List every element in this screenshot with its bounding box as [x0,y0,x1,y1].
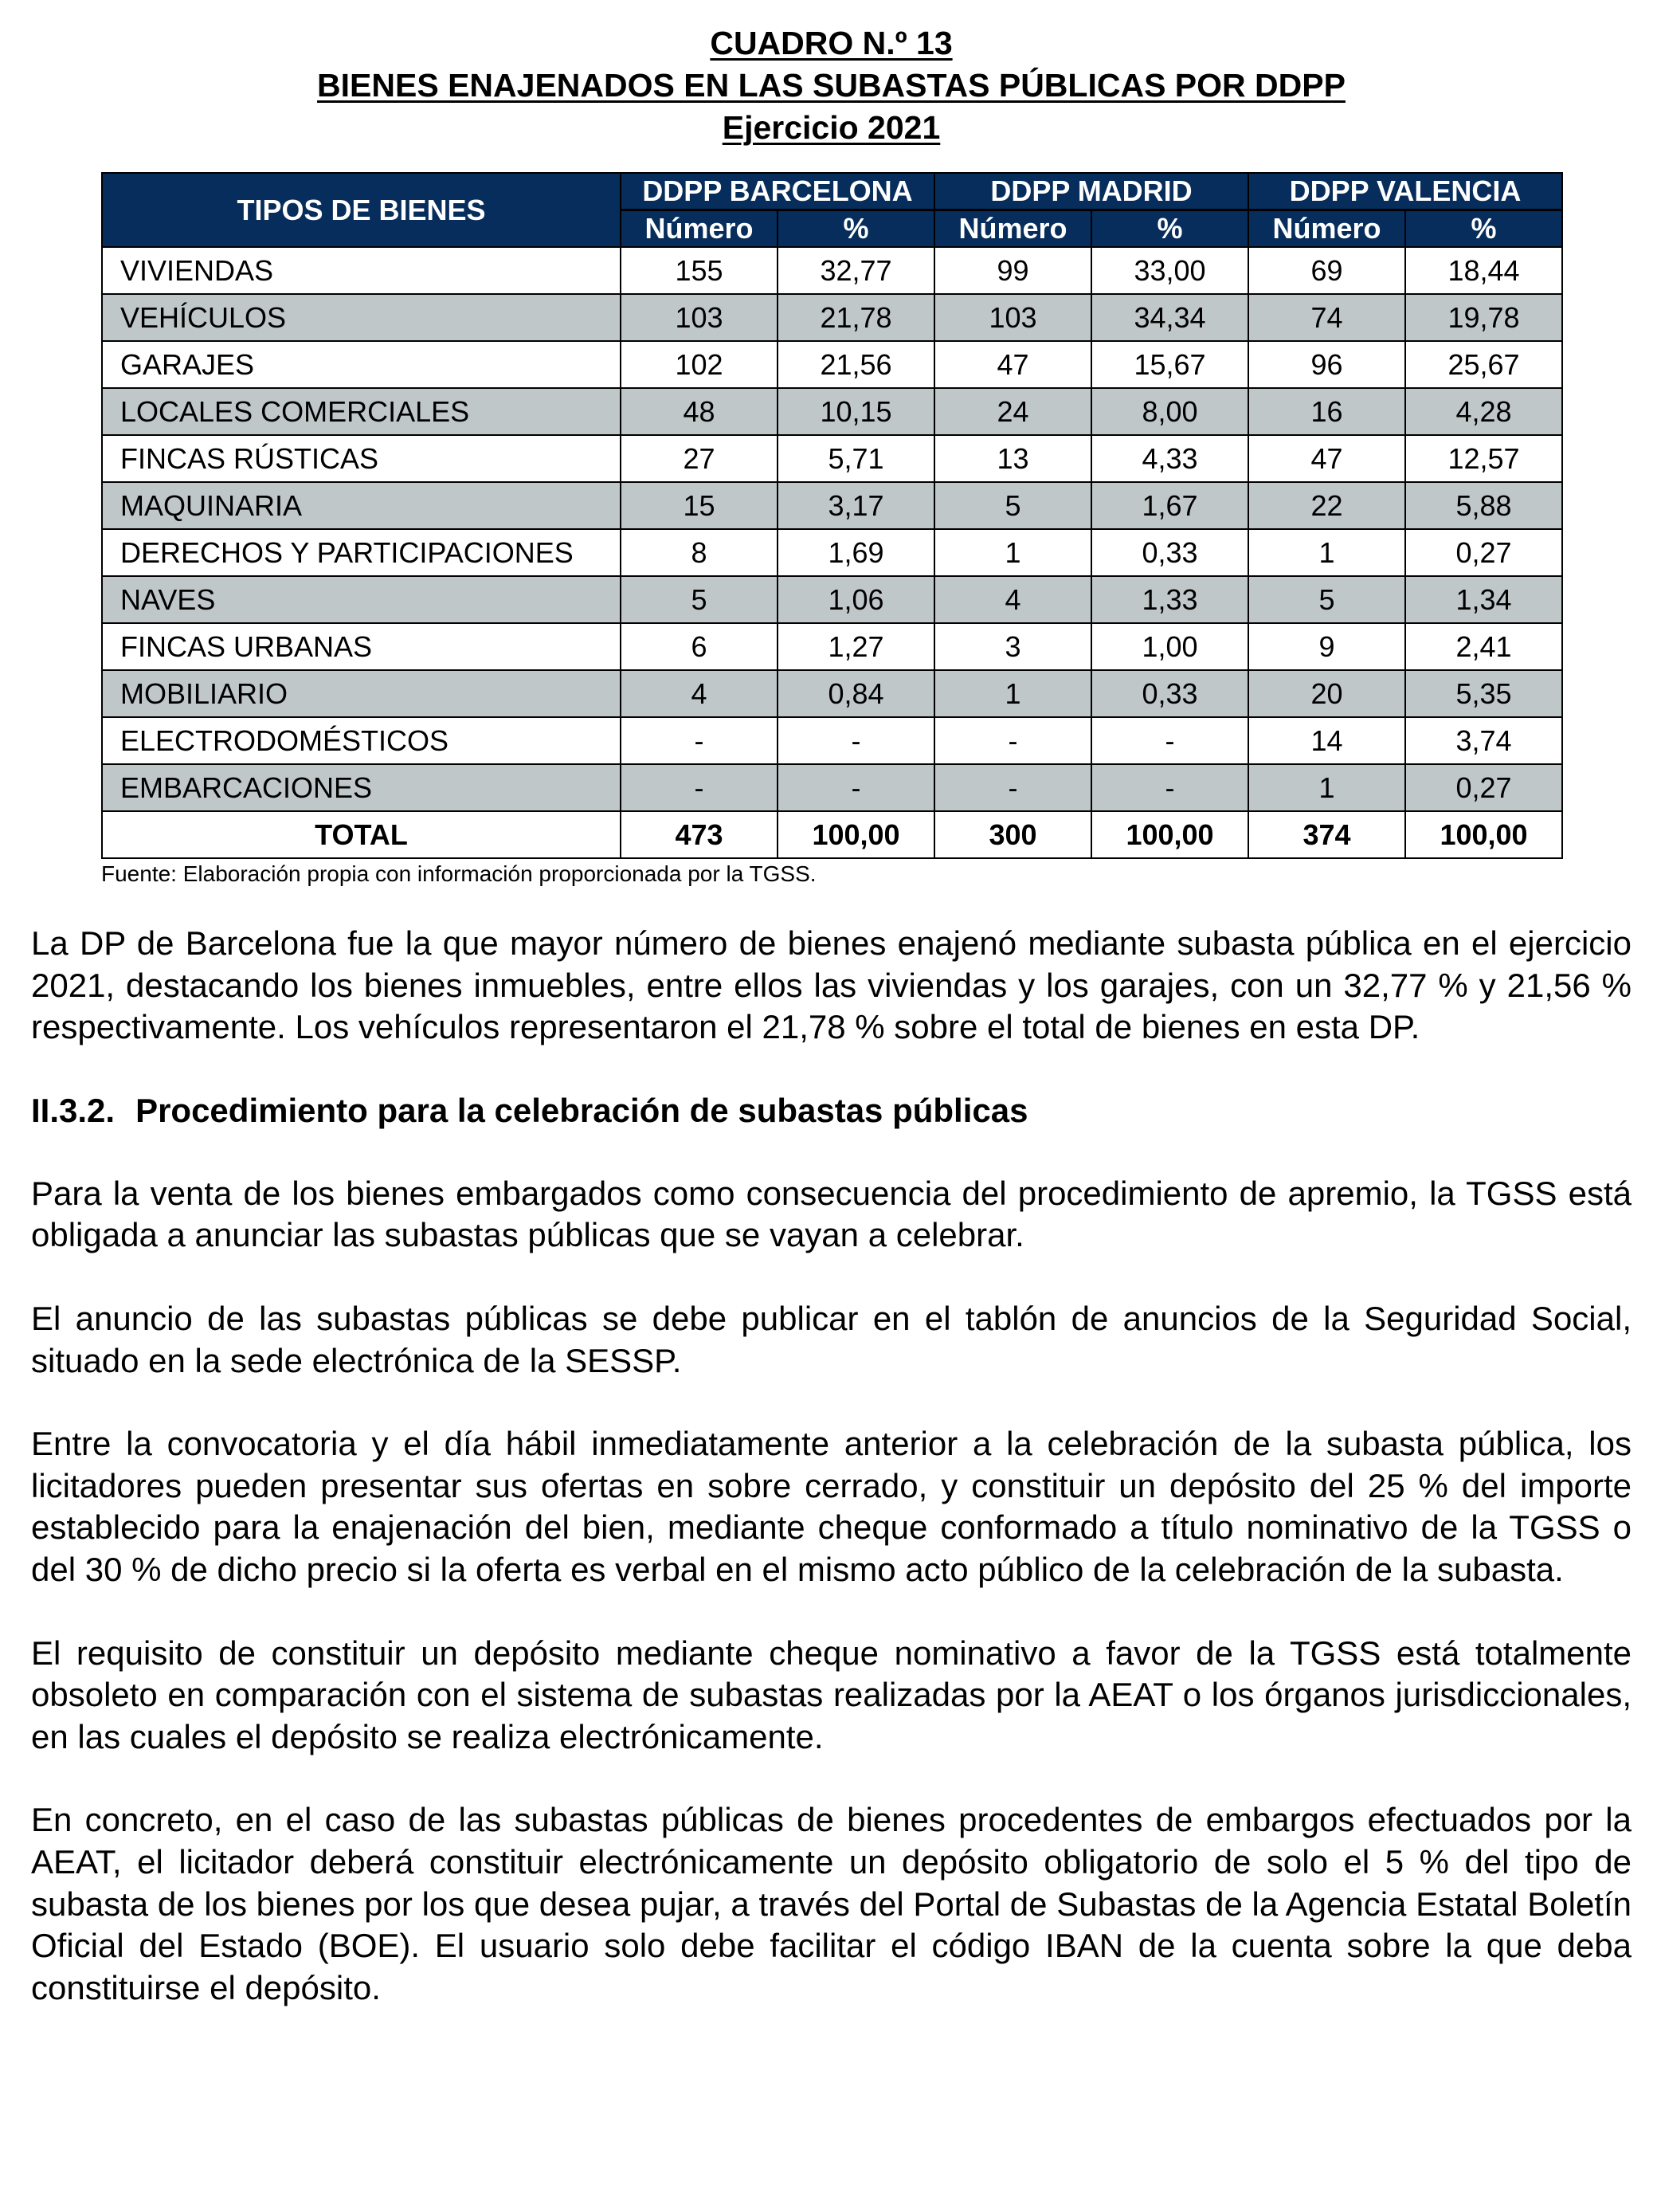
cell-value: - [621,717,778,764]
row-label: GARAJES [102,341,621,388]
cell-value: 1 [934,529,1091,576]
cell-value: 34,34 [1091,294,1248,341]
cell-value: 18,44 [1405,247,1562,294]
cell-value: 69 [1248,247,1405,294]
paragraph: La DP de Barcelona fue la que mayor número de bienes enajenó mediante subasta pública en el ejercicio 2021, destacando los bienes inmuebles, entre ellos las viviendas y los garajes, con un 32,77 % y 21,56 % respectivamente. Los vehículos representaron el 21,78 % sobre el total de bienes en esta DP. [31,924,1632,1046]
cell-value: 14 [1248,717,1405,764]
header-sub: % [778,210,934,248]
cell-value: 13 [934,435,1091,482]
cell-value: 21,56 [778,341,934,388]
cell-value: 1,67 [1091,482,1248,529]
table-title [31,22,1632,149]
section-title: Procedimiento para la celebración de subastas públicas [135,1091,1028,1129]
cell-value: 0,27 [1405,764,1562,811]
table-row [102,623,1562,670]
cell-value: 5,35 [1405,670,1562,717]
cell-value: 4 [621,670,778,717]
row-label: ELECTRODOMÉSTICOS [102,717,621,764]
row-label: VIVIENDAS [102,247,621,294]
document-page [31,0,1632,2009]
cell-value: 0,27 [1405,529,1562,576]
section-heading [31,1090,1632,1131]
cell-value: 47 [934,341,1091,388]
cell-value: 4,33 [1091,435,1248,482]
header-sub: Número [621,210,778,248]
table-row [102,247,1562,294]
row-label: FINCAS RÚSTICAS [102,435,621,482]
cell-value: 74 [1248,294,1405,341]
row-label: DERECHOS Y PARTICIPACIONES [102,529,621,576]
cell-value: 15,67 [1091,341,1248,388]
table-row [102,529,1562,576]
cell-value: 9 [1248,623,1405,670]
row-label: NAVES [102,576,621,623]
cell-value: 3,17 [778,482,934,529]
cell-value: 3 [934,623,1091,670]
title-line-2: BIENES ENAJENADOS EN LAS SUBASTAS PÚBLICAS POR DDPP [317,67,1346,104]
cell-value: 25,67 [1405,341,1562,388]
cell-value: 2,41 [1405,623,1562,670]
table-row [102,670,1562,717]
cell-value: 1,06 [778,576,934,623]
title-line-3: Ejercicio 2021 [722,109,941,146]
cell-value: 0,33 [1091,529,1248,576]
cell-value: 1,27 [778,623,934,670]
cell-value: 22 [1248,482,1405,529]
cell-value: 6 [621,623,778,670]
cell-value: 99 [934,247,1091,294]
cell-value: - [621,764,778,811]
cell-value: 1,00 [1091,623,1248,670]
cell-value: 1 [1248,529,1405,576]
paragraph: El requisito de constituir un depósito mediante cheque nominativo a favor de la TGSS está totalmente obsoleto en comparación con el sistema de subastas realizadas por la AEAT o los órganos jurisdiccionales, en las cuales el depósito se realiza electrónicamente. [31,1634,1632,1755]
cell-value: 5 [1248,576,1405,623]
table-row [102,294,1562,341]
cell-value: 1 [1248,764,1405,811]
table-row [102,341,1562,388]
table-row [102,388,1562,435]
cell-value: 8 [621,529,778,576]
header-sub: Número [934,210,1091,248]
cell-value: 19,78 [1405,294,1562,341]
paragraph: En concreto, en el caso de las subastas públicas de bienes procedentes de embargos efectuados por la AEAT, el licitador deberá constituir electrónicamente un depósito obligatorio de solo el 5 % del tipo de subasta de los bienes por los que desea pujar, a través del Portal de Subastas de la Agencia Estatal Boletín Oficial del Estado (BOE). El usuario solo debe facilitar el código IBAN de la cuenta sobre la que deba constituirse el depósito. [31,1801,1632,2006]
cell-value: - [934,717,1091,764]
header-type: TIPOS DE BIENES [102,173,621,247]
cell-value: 33,00 [1091,247,1248,294]
cell-value: 10,15 [778,388,934,435]
row-label: MOBILIARIO [102,670,621,717]
cell-value: 374 [1248,811,1405,858]
cell-value: - [778,717,934,764]
cell-value: 1,69 [778,529,934,576]
cell-value: - [1091,764,1248,811]
cell-value: 47 [1248,435,1405,482]
cell-value: 0,33 [1091,670,1248,717]
cell-value: 155 [621,247,778,294]
paragraph: Entre la convocatoria y el día hábil inmediatamente anterior a la celebración de la subasta pública, los licitadores pueden presentar sus ofertas en sobre cerrado, y constituir un depósito del 25 % del importe establecido para la enajenación del bien, mediante cheque conformado a título nominativo de la TGSS o del 30 % de dicho precio si la oferta es verbal en el mismo acto público de la celebración de la subasta. [31,1425,1632,1588]
row-label: VEHÍCULOS [102,294,621,341]
header-group: DDPP BARCELONA [621,173,934,210]
cell-value: 1,34 [1405,576,1562,623]
row-label: EMBARCACIONES [102,764,621,811]
cell-value: 103 [934,294,1091,341]
section-number: II.3.2. [31,1091,116,1129]
table-row [102,764,1562,811]
cell-value: 16 [1248,388,1405,435]
table-source: Fuente: Elaboración propia con información proporcionada por la TGSS. [101,861,817,886]
title-line-1: CUADRO N.º 13 [710,25,953,61]
cell-value: 1,33 [1091,576,1248,623]
cell-value: 96 [1248,341,1405,388]
cell-value: 32,77 [778,247,934,294]
cell-value: 24 [934,388,1091,435]
cell-value: 103 [621,294,778,341]
header-sub: Número [1248,210,1405,248]
cell-value: 15 [621,482,778,529]
cell-value: 0,84 [778,670,934,717]
cell-value: 3,74 [1405,717,1562,764]
table-row [102,435,1562,482]
paragraph: El anuncio de las subastas públicas se debe publicar en el tablón de anuncios de la Seguridad Social, situado en la sede electrónica de la SESSP. [31,1299,1632,1379]
cell-value: 5 [934,482,1091,529]
cell-value: 473 [621,811,778,858]
data-table [101,172,1563,859]
cell-value: 4,28 [1405,388,1562,435]
cell-value: - [1091,717,1248,764]
table-row [102,576,1562,623]
cell-value: 12,57 [1405,435,1562,482]
total-row [102,811,1562,858]
cell-value: 5,88 [1405,482,1562,529]
row-label: MAQUINARIA [102,482,621,529]
cell-value: 20 [1248,670,1405,717]
cell-value: 21,78 [778,294,934,341]
cell-value: - [934,764,1091,811]
paragraph: Para la venta de los bienes embargados como consecuencia del procedimiento de apremio, la TGSS está obligada a anunciar las subastas públicas que se vayan a celebrar. [31,1174,1632,1254]
cell-value: 48 [621,388,778,435]
cell-value: 5,71 [778,435,934,482]
row-label: TOTAL [102,811,621,858]
cell-value: 27 [621,435,778,482]
cell-value: 1 [934,670,1091,717]
cell-value: 300 [934,811,1091,858]
row-label: FINCAS URBANAS [102,623,621,670]
cell-value: 100,00 [1405,811,1562,858]
header-group: DDPP MADRID [934,173,1248,210]
header-sub: % [1091,210,1248,248]
cell-value: - [778,764,934,811]
header-group: DDPP VALENCIA [1248,173,1562,210]
cell-value: 100,00 [778,811,934,858]
table-row [102,717,1562,764]
cell-value: 102 [621,341,778,388]
cell-value: 5 [621,576,778,623]
cell-value: 8,00 [1091,388,1248,435]
row-label: LOCALES COMERCIALES [102,388,621,435]
cell-value: 4 [934,576,1091,623]
header-sub: % [1405,210,1562,248]
cell-value: 100,00 [1091,811,1248,858]
table-row [102,482,1562,529]
table-block [101,172,1563,888]
